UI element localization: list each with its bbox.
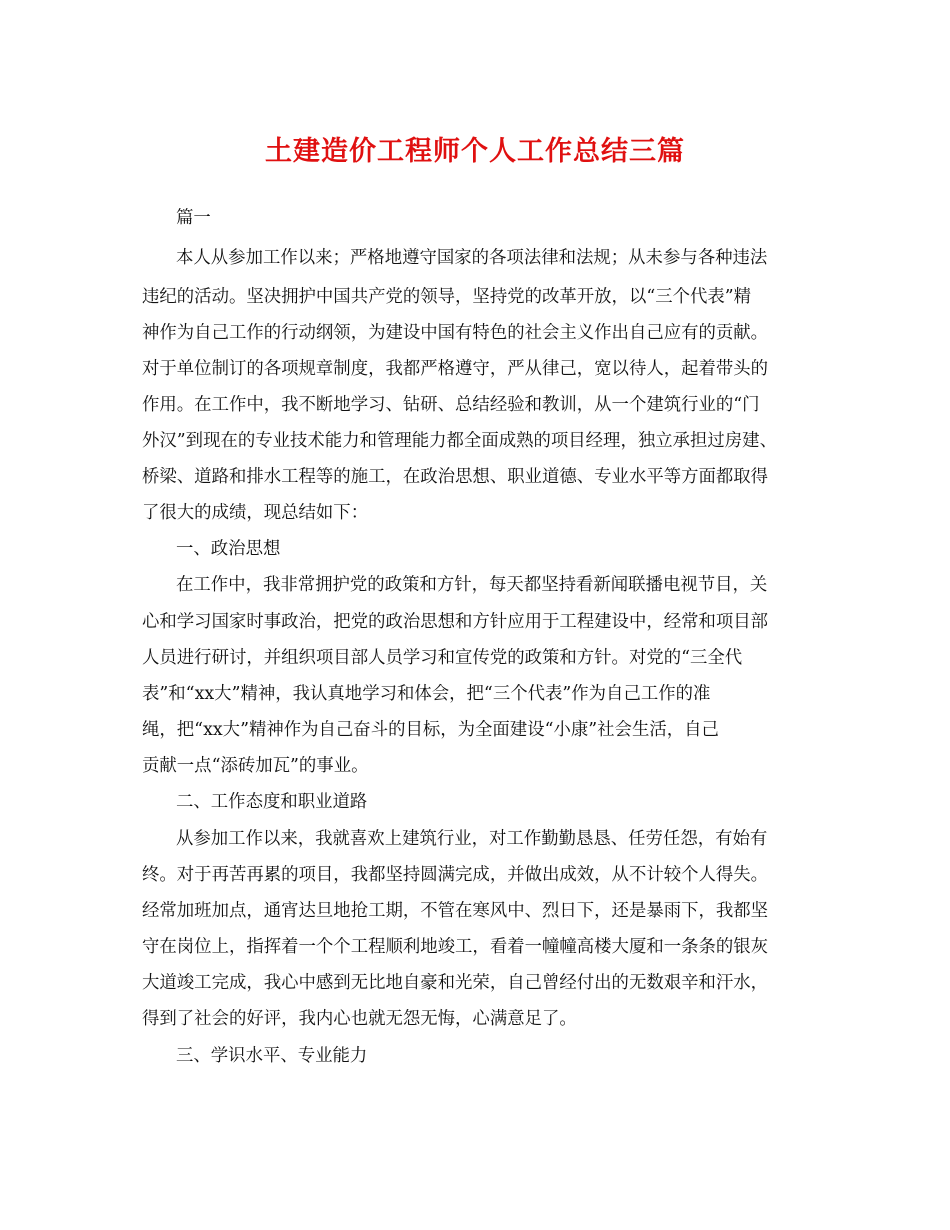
paragraph-line: 从参加工作以来，我就喜欢上建筑行业，对工作勤勤恳恳、任劳任怨，有始有 [176, 829, 768, 849]
paragraph-line: 本人从参加工作以来；严格地遵守国家的各项法律和法规；从未参与各种违法 [176, 248, 768, 268]
paragraph-line: 在工作中，我非常拥护党的政策和方针，每天都坚持看新闻联播电视节目，关 [176, 575, 768, 595]
paragraph-line: 外汉”到现在的专业技术能力和管理能力都全面成熟的项目经理，独立承担过房建、 [142, 431, 777, 451]
section-heading: 篇一 [176, 208, 211, 228]
paragraph-line: 了很大的成绩，现总结如下： [142, 503, 369, 523]
paragraph-line: 桥梁、道路和排水工程等的施工，在政治思想、职业道德、专业水平等方面都取得 [142, 467, 769, 487]
paragraph-line: 表”和“xx大”精神，我认真地学习和体会，把“三个代表”作为自己工作的准 [142, 684, 711, 704]
paragraph-line: 作用。在工作中，我不断地学习、钻研、总结经验和教训，从一个建筑行业的“门 [142, 395, 760, 415]
section-heading: 二、工作态度和职业道路 [176, 792, 368, 812]
paragraph-line: 终。对于再苦再累的项目，我都坚持圆满完成，并做出成效，从不计较个人得失。 [142, 865, 769, 885]
paragraph-line: 违纪的活动。坚决拥护中国共产党的领导，坚持党的改革开放，以“三个代表”精 [142, 287, 752, 307]
section-heading: 一、政治思想 [176, 539, 281, 559]
paragraph-line: 对于单位制订的各项规章制度，我都严格遵守，严从律己，宽以待人，起着带头的 [142, 359, 769, 379]
paragraph-line: 神作为自己工作的行动纲领，为建设中国有特色的社会主义作出自己应有的贡献。 [142, 323, 769, 343]
paragraph-line: 守在岗位上，指挥着一个个工程顺利地竣工，看着一幢幢高楼大厦和一条条的银灰 [142, 937, 769, 957]
paragraph-line: 心和学习国家时事政治，把党的政治思想和方针应用于工程建设中，经常和项目部 [142, 612, 769, 632]
paragraph-line: 贡献一点“添砖加瓦”的事业。 [142, 756, 369, 776]
document-title: 土建造价工程师个人工作总结三篇 [265, 136, 685, 167]
paragraph-line: 得到了社会的好评，我内心也就无怨无悔，心满意足了。 [142, 1009, 577, 1029]
paragraph-line: 经常加班加点，通宵达旦地抢工期，不管在寒风中、烈日下，还是暴雨下，我都坚 [142, 901, 769, 921]
paragraph-line: 绳，把“xx大”精神作为自己奋斗的目标，为全面建设“小康”社会生活，自己 [142, 720, 719, 740]
section-heading: 三、学识水平、专业能力 [176, 1046, 368, 1066]
paragraph-line: 大道竣工完成，我心中感到无比地自豪和光荣，自己曾经付出的无数艰辛和汗水， [142, 973, 769, 993]
paragraph-line: 人员进行研讨，并组织项目部人员学习和宣传党的政策和方针。对党的“三全代 [142, 648, 743, 668]
